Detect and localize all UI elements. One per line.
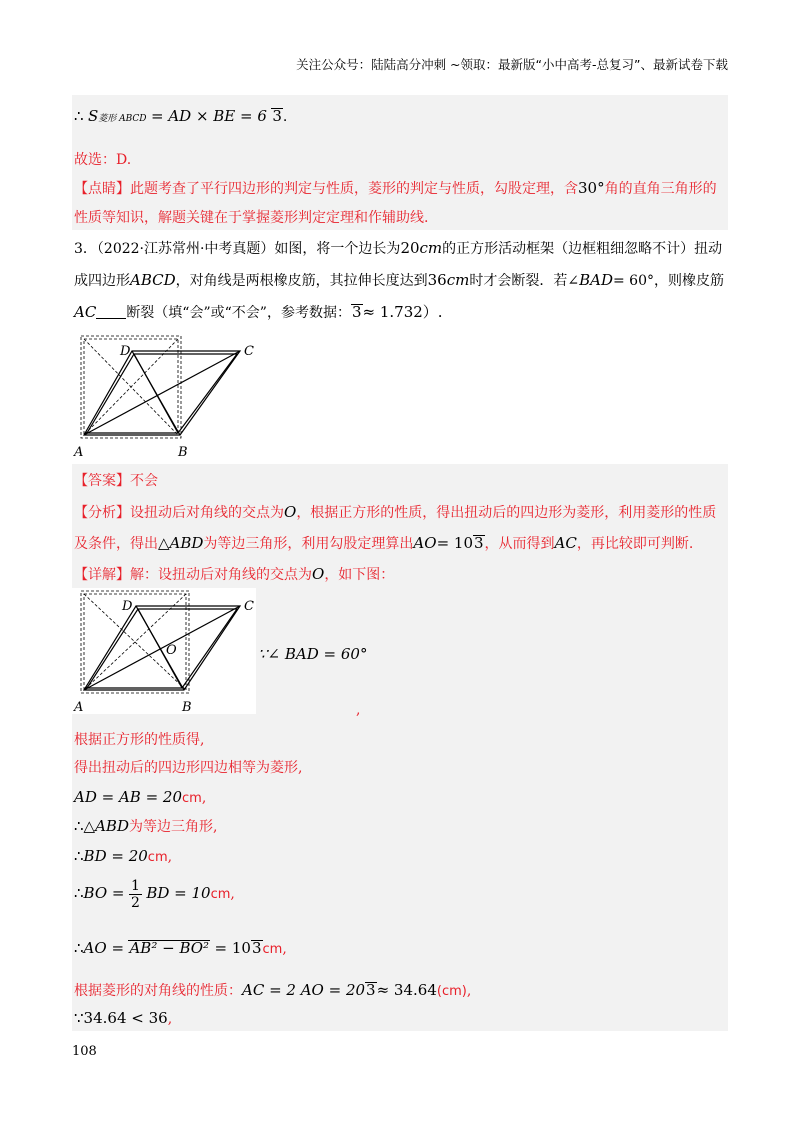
problem-line-1: 3．（2022·江苏常州·中考真题）如图，将一个边长为20cm的正方形活动框架（边框粗细忽略不计）扭动 (74, 239, 723, 257)
label-C: C (244, 344, 254, 359)
rhombus-frame (84, 351, 240, 435)
area-line: ∴ S菱形 ABCD = AD × BE = 6 3. (74, 107, 288, 125)
label-B: B (182, 700, 192, 714)
figure-rhombus-2 (72, 588, 272, 714)
label-O: O (166, 643, 177, 658)
rhombus-frame-2 (84, 606, 240, 690)
page-number: 108 (72, 1044, 97, 1059)
figure-rhombus-1 (72, 333, 272, 459)
label-D: D (122, 599, 133, 614)
step-7: ∴AO = AB² − BO² = 103cm, (74, 939, 287, 957)
step-2: 得出扭动后的四边形四边相等为菱形, (74, 760, 303, 776)
choice-line: 故选：D. (74, 152, 132, 168)
label-A: A (74, 445, 84, 459)
fraction-half: $\frac{1}{2}$ (130, 877, 140, 911)
step-9: ∵34.64 < 36, (74, 1009, 173, 1027)
label-B: B (178, 445, 188, 459)
label-D: D (120, 344, 131, 359)
detail-line-1: 【详解】解：设扭动后对角线的交点为O，如下图： (74, 565, 395, 583)
problem-line-2: 成四边形ABCD，对角线是两根橡皮筋，其拉伸长度达到36cm时才会断裂．若∠BAD= 60°，则橡皮筋 (74, 271, 724, 289)
step-1: 根据正方形的性质得, (74, 732, 205, 748)
label-C: C (244, 599, 254, 614)
answer-blank (96, 304, 126, 319)
stray-comma: , (356, 702, 361, 718)
label-A: A (74, 700, 84, 714)
analysis-line-2: 及条件，得出△ABD为等边三角形，利用勾股定理算出AO= 103，从而得到AC，再比较即可判断. (74, 534, 694, 552)
problem-line-3: AC 断裂（填“会”或“不会”，参考数据：3≈ 1.732）. (74, 303, 443, 321)
comment-line-2: 性质等知识，解题关键在于掌握菱形判定定理和作辅助线. (74, 210, 429, 226)
page-header: 关注公众号：陆陆高分冲刺 ~领取：最新版“小中高考-总复习”、最新试卷下载 (296, 57, 728, 72)
step-8: 根据菱形的对角线的性质：AC = 2 AO = 203≈ 34.64(cm), (74, 981, 472, 999)
angle-given: ∵∠ BAD = 60° (258, 645, 368, 663)
step-3: AD = AB = 20cm, (74, 788, 207, 806)
answer-line: 【答案】不会 (74, 473, 158, 489)
step-6: ∴BO = $\frac{1}{2}$ BD = 10cm, (74, 877, 235, 911)
comment-line-1: 【点睛】此题考查了平行四边形的判定与性质，菱形的判定与性质，勾股定理，含30°角的直角三角形的 (74, 179, 717, 197)
step-4: ∴△ABD为等边三角形, (74, 817, 218, 835)
step-5: ∴BD = 20cm, (74, 847, 173, 865)
analysis-line-1: 【分析】设扭动后对角线的交点为O，根据正方形的性质，得出扭动后的四边形为菱形，利用菱形的性质 (74, 503, 717, 521)
